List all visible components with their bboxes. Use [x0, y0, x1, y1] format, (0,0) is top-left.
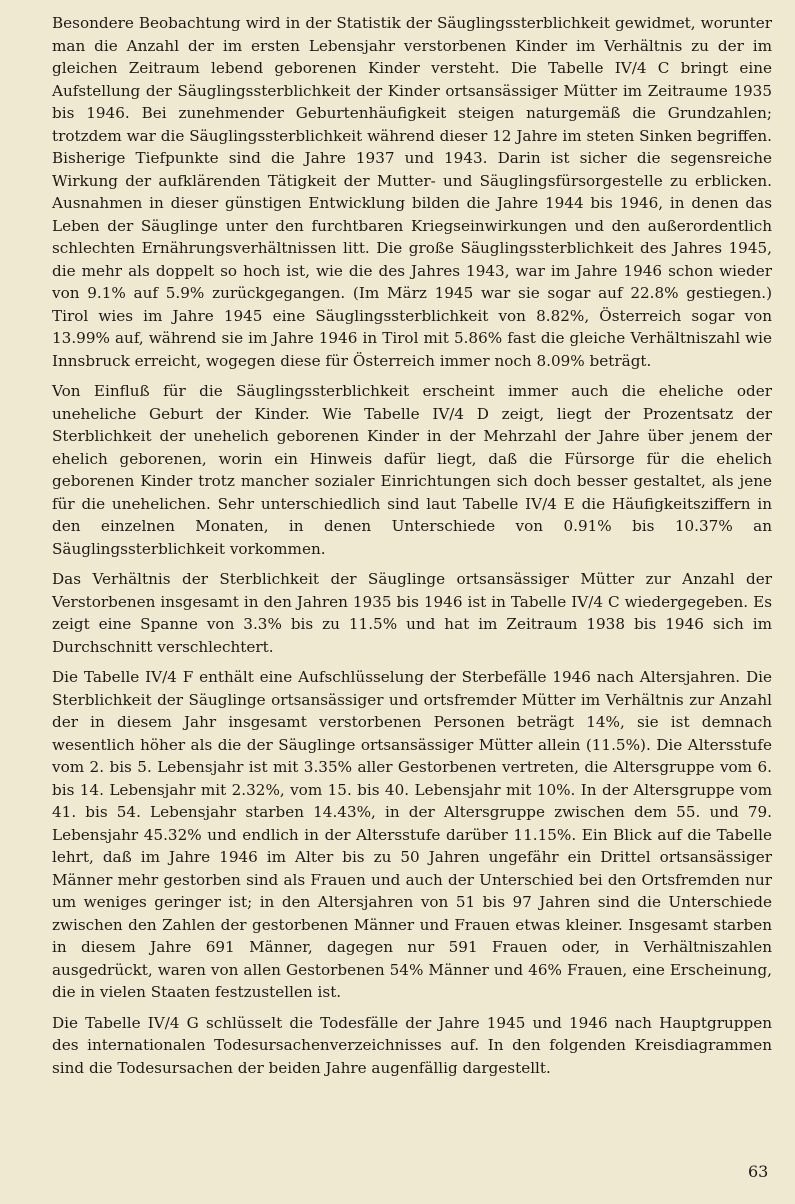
paragraph-age-breakdown: Die Tabelle IV/4 F enthält eine Aufschlüsselung der Sterbefälle 1946 nach Altersjahren. Die Sterblichkeit der Säuglinge ortsansässiger und ortsfremder Mütter im Verhältnis zur Anzahl der in diesem Jahr insgesamt verstorbenen Personen beträgt 14%, sie ist demnach wesentlich höher als die der Säuglinge ortsansässiger Mütter allein (11.5%). Die Altersstufe vom 2. bis 5. Lebensjahr ist mit 3.35% aller Gestorbenen vertreten, die Altersgruppe vom 6. bis 14. Lebensjahr mit 2.32%, vom 15. bis 40. Lebensjahr mit 10%. In der Altersgruppe vom 41. bis 54. Lebensjahr starben 14.43%, in der Altersgruppe zwischen dem 55. und 79. Lebensjahr 45.32% und endlich in der Altersstufe darüber 11.15%. Ein Blick auf die Tabelle lehrt, daß im Jahre 1946 im Alter bis zu 50 Jahren ungefähr ein Drittel ortsansässiger Männer mehr gestorben sind als Frauen und auch der Unterschied bei den Ortsfremden nur um weniges geringer ist; in den Altersjahren von 51 bis 97 Jahren sind die Unterschiede zwischen den Zahlen der gestorbenen Männer und Frauen etwas kleiner. Insgesamt starben in diesem Jahre 691 Männer, dagegen nur 591 Frauen oder, in Verhältniszahlen ausgedrückt, waren von allen Gestorbenen 54% Männer und 46% Frauen, eine Erscheinung, die in vielen Staaten festzustellen ist.: [52, 668, 772, 1001]
paragraph-ratio-deceased: Das Verhältnis der Sterblichkeit der Säuglinge ortsansässiger Mütter zur Anzahl der Verstorbenen insgesamt in den Jahren 1935 bis 1946 ist in Tabelle IV/4 C wiedergegeben. Es zeigt eine Spanne von 3.3% bis zu 11.5% und hat im Zeitraum 1938 bis 1946 sich im Durchschnitt verschlechtert.: [52, 570, 772, 656]
paragraph-legitimacy: Von Einfluß für die Säuglingssterblichkeit erscheint immer auch die eheliche oder uneheliche Geburt der Kinder. Wie Tabelle IV/4 D zeigt, liegt der Prozentsatz der Sterblichkeit der unehelich geborenen Kinder in der Mehrzahl der Jahre über jenem der ehelich geborenen, worin ein Hinweis dafür liegt, daß die Fürsorge für die ehelich geborenen Kinder trotz mancher sozialer Einrichtungen sich doch besser gestaltet, als jene für die unehelichen. Sehr unterschiedlich sind laut Tabelle IV/4 E die Häufigkeitsziffern in den einzelnen Monaten, in denen Unterschiede von 0.91% bis 10.37% an Säuglingssterblichkeit vorkommen.: [52, 382, 772, 558]
paragraph-infant-mortality: Besondere Beobachtung wird in der Statistik der Säuglingssterblichkeit gewidmet, worunter man die Anzahl der im ersten Lebensjahr verstorbenen Kinder im Verhältnis zu der im gleichen Zeitraum lebend geborenen Kinder versteht. Die Tabelle IV/4 C bringt eine Aufstellung der Säuglingssterblichkeit der Kinder ortsansässiger Mütter im Zeitraume 1935 bis 1946. Bei zunehmender Geburtenhäufigkeit steigen naturgemäß die Grundzahlen; trotzdem war die Säuglingssterblichkeit während dieser 12 Jahre im steten Sinken begriffen. Bisherige Tiefpunkte sind die Jahre 1937 und 1943. Darin ist sicher die segensreiche Wirkung der aufklärenden Tätigkeit der Mutter- und Säuglingsfürsorgestelle zu erblicken. Ausnahmen in dieser günstigen Entwicklung bilden die Jahre 1944 bis 1946, in denen das Leben der Säuglinge unter den furchtbaren Kriegseinwirkungen und den außerordentlich schlechten Ernährungsverhältnissen litt. Die große Säuglingssterblichkeit des Jahres 1945, die mehr als doppelt so hoch ist, wie die des Jahres 1943, war im Jahre 1946 schon wieder von 9.1% auf 5.9% zurückgegangen. (Im März 1945 war sie sogar auf 22.8% gestiegen.) Tirol wies im Jahre 1945 eine Säuglingssterblichkeit von 8.82%, Österreich sogar von 13.99% auf, während sie im Jahre 1946 in Tirol mit 5.86% fast die gleiche Verhältniszahl wie Innsbruck erreicht, wogegen diese für Österreich immer noch 8.09% beträgt.: [52, 14, 772, 370]
page-number: 63: [748, 1162, 769, 1181]
paragraph-causes-of-death: Die Tabelle IV/4 G schlüsselt die Todesfälle der Jahre 1945 und 1946 nach Hauptgruppen des internationalen Todesursachenverzeichnisses auf. In den folgenden Kreisdiagrammen sind die Todesursachen der beiden Jahre augenfällig dargestellt.: [52, 1013, 772, 1077]
body-text: [52, 12, 772, 1079]
